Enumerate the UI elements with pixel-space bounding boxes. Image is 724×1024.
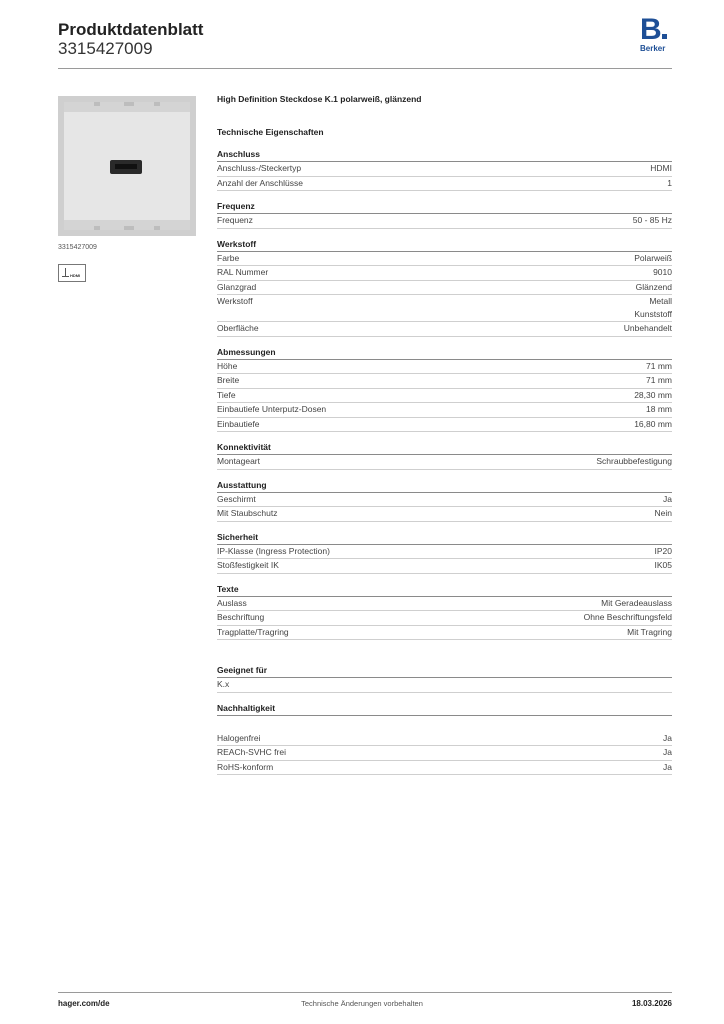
spec-value-line: Mit Tragring [627,626,672,637]
spec-value-line: Glänzend [635,281,672,292]
image-caption: 3315427009 [58,244,97,251]
spec-section [217,200,672,229]
spec-label: Glanzgrad [217,281,257,292]
spec-value-line: Nein [654,508,672,518]
spec-value-line: HDMI [650,163,672,173]
spec-value-line: IP20 [654,545,672,556]
spec-section [217,479,672,522]
spec-value [655,545,673,559]
spec-value-line: Ja [663,747,672,757]
berker-logo [640,13,674,54]
spec-row [217,403,672,418]
product-title: High Definition Steckdose K.1 polarweiß, glänzend [217,94,422,104]
spec-value [663,761,672,775]
tech-heading: Technische Eigenschaften [217,127,324,137]
spec-section [217,664,672,693]
spec-label: Tragplatte/Tragring [217,626,289,637]
spec-section [217,531,672,574]
spec-value [634,295,672,320]
spec-label: Auslass [217,597,247,608]
spec-value [650,162,672,176]
spec-value-line: Ja [663,493,672,504]
spec-row [217,214,672,229]
spec-value [653,266,672,280]
spec-value [624,322,672,336]
logo-letter: B [640,13,661,46]
spec-value [627,626,672,640]
spec-label: Oberfläche [217,323,259,333]
spec-value-line: 50 - 85 Hz [632,215,672,225]
spec-value-line: Metall [649,296,672,306]
logo-brand: Berker [640,44,666,53]
spec-label: Montageart [217,456,260,466]
spec-value [634,389,672,403]
spec-value [601,597,672,611]
spec-row [217,597,672,612]
spec-value-line: Mit Geradeauslass [601,597,672,608]
spec-row [217,295,672,322]
section-title: Konnektivität [217,441,672,455]
spec-row [217,374,672,389]
spec-value [646,360,672,374]
spec-row [217,177,672,192]
spec-row [217,360,672,375]
spec-label: RoHS-konform [217,761,274,772]
spec-label: Einbautiefe Unterputz-Dosen [217,404,327,414]
section-title: Nachhaltigkeit [217,702,672,716]
spec-value [646,374,672,388]
spec-value-line: 9010 [653,267,672,277]
spec-value-line: 28,30 mm [634,389,672,400]
plate-notch [124,102,134,106]
spec-value-line: Ohne Beschriftungsfeld [583,612,672,622]
spec-label: Tiefe [217,389,236,400]
section-title: Sicherheit [217,531,672,545]
symbol-label: HDMI [70,273,81,278]
spec-value-line: 71 mm [646,360,672,371]
spec-value [646,403,672,417]
spec-row [217,761,672,776]
spec-value [663,493,672,507]
spec-value [655,559,673,573]
spec-row [217,493,672,508]
spec-row [217,162,672,177]
spec-row [217,266,672,281]
hdmi-symbol-icon [58,264,86,282]
page-title: Produktdatenblatt [58,20,204,39]
spec-label: Breite [217,375,240,385]
spec-label: Halogenfrei [217,732,261,743]
spec-row [217,252,672,267]
spec-value [634,418,672,432]
plate-notch [154,226,160,230]
spec-value-line: 1 [667,177,672,188]
article-number: 3315427009 [58,39,153,58]
spec-value-line: 71 mm [646,375,672,385]
spec-row [217,678,672,693]
spec-label: RAL Nummer [217,267,269,277]
spec-row [217,559,672,574]
spec-label: Werkstoff [217,296,253,306]
spec-value [663,746,672,760]
spec-label: Anschluss-/Steckertyp [217,163,302,173]
spec-row [217,322,672,337]
spec-section [217,238,672,337]
spec-value [584,611,672,625]
spec-section [217,148,672,191]
spec-label: Anzahl der Anschlüsse [217,177,303,188]
spec-content [217,92,672,775]
spec-value-line: Unbehandelt [623,323,672,333]
spec-value-line: Polarweiß [634,252,672,263]
spec-label: Mit Staubschutz [217,508,278,518]
spec-section [217,441,672,470]
spec-row [217,418,672,433]
spec-label: REACh-SVHC frei [217,747,286,757]
spec-section [217,583,672,641]
plate-notch [94,226,100,230]
spec-value [633,214,672,228]
spec-row [217,507,672,522]
spec-label: Höhe [217,360,238,371]
spec-value [634,252,672,266]
spec-row [217,732,672,747]
spec-section [217,702,672,776]
spec-row [217,281,672,296]
spec-row [217,746,672,761]
section-title: Anschluss [217,148,672,162]
spec-value-line: Kunststoff [634,308,672,319]
spec-value [596,455,672,469]
spec-value [655,507,672,521]
spec-label: Einbautiefe [217,418,260,429]
footer-date: 18.03.2026 [631,999,672,1008]
spec-section [217,346,672,433]
spec-label: IP-Klasse (Ingress Protection) [217,545,330,556]
spec-value-line: 18 mm [646,404,672,414]
spec-value [636,281,672,295]
spec-label: Stoßfestigkeit IK [217,560,279,570]
socket-plate [64,102,190,230]
plate-notch [124,226,134,230]
spec-label: Geschirmt [217,493,256,504]
footer-disclaimer: Technische Änderungen vorbehalten [301,999,423,1008]
spec-value-line: IK05 [654,560,672,570]
spec-sections [217,148,672,640]
spec-row [217,545,672,560]
section-title: Geeignet für [217,664,672,678]
spec-label: Frequenz [217,215,253,225]
product-image [58,96,196,236]
section-title: Ausstattung [217,479,672,493]
plate-notch [154,102,160,106]
section-title: Frequenz [217,200,672,214]
spec-label: Beschriftung [217,612,265,622]
spec-value-line: Ja [663,761,672,772]
footer-divider [58,992,672,993]
spec-row [217,611,672,626]
spec-value [667,177,672,191]
spec-value-line: Schraubbefestigung [596,456,672,466]
plate-notch [94,102,100,106]
section-title: Werkstoff [217,238,672,252]
spec-row [217,455,672,470]
footer-website[interactable]: hager.com/de [58,999,110,1008]
spec-label: Farbe [217,252,240,263]
logo-dot [662,34,667,39]
spec-value [663,732,672,746]
section-title: Texte [217,583,672,597]
header-divider [58,68,672,69]
hdmi-port-icon [110,160,142,174]
spec-row [217,626,672,641]
section-title: Abmessungen [217,346,672,360]
spec-label: K.x [217,679,230,689]
spec-value-line: 16,80 mm [634,418,672,429]
spec-value-line: Ja [663,732,672,743]
spec-row [217,389,672,404]
